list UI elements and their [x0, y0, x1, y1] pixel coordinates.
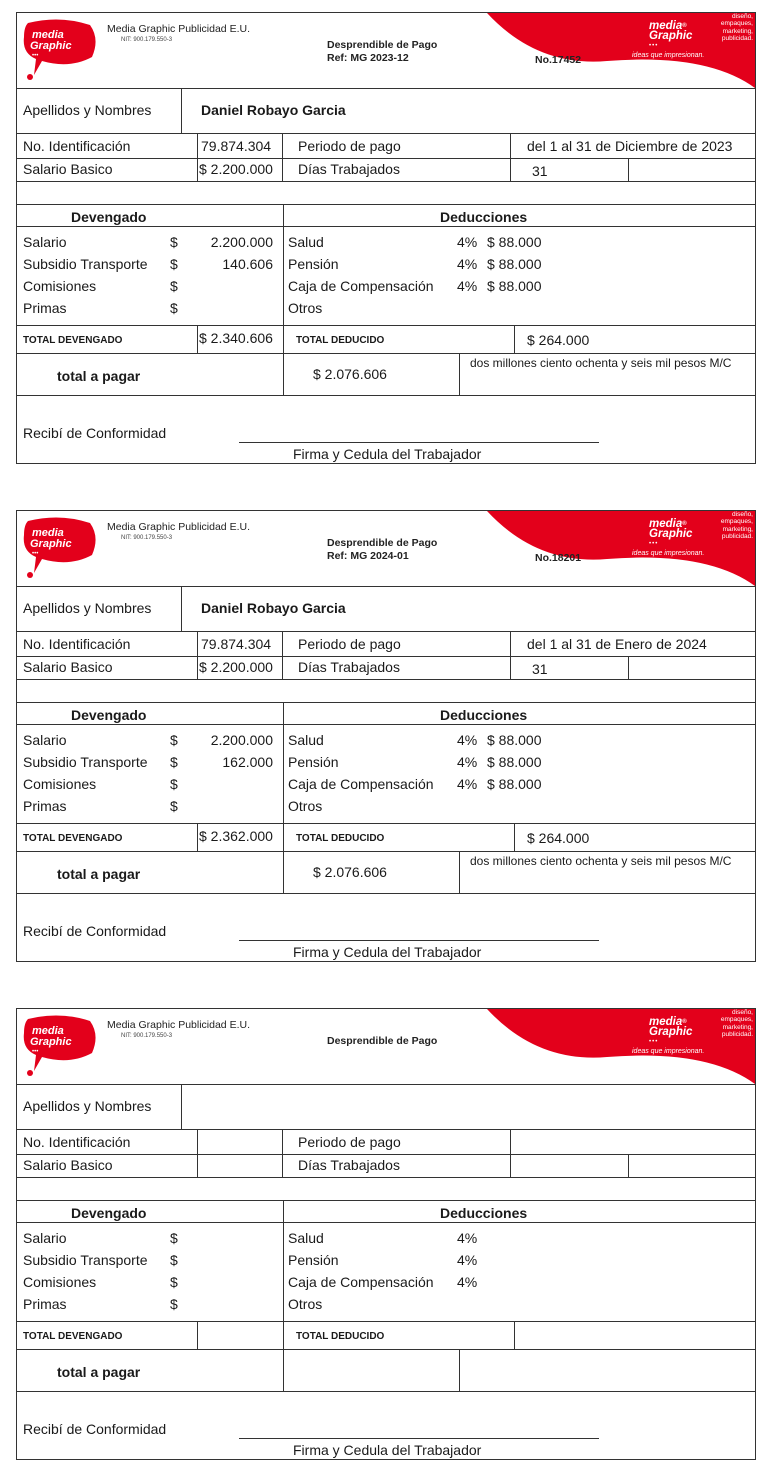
document-title	[327, 1035, 437, 1048]
pension-rate: 4%	[457, 256, 478, 272]
label-signature: Firma y Cedula del Trabajador	[293, 446, 482, 462]
logo-right-dots: •••	[649, 1039, 659, 1045]
label-days: Días Trabajados	[298, 659, 400, 675]
slip-header	[17, 511, 755, 587]
currency-sign: $	[170, 1230, 178, 1246]
service-item: publicidad.	[721, 533, 753, 541]
label-salary: Salario	[23, 234, 67, 250]
label-bonuses: Primas	[23, 798, 67, 814]
currency-sign: $	[170, 776, 178, 792]
id-value: 79.874.304	[201, 138, 272, 154]
compensation-rate: 4%	[457, 776, 478, 792]
registered-mark: ®	[682, 521, 687, 527]
pension-rate: 4%	[457, 754, 478, 770]
doc-ref: Ref: MG 2024-01	[327, 550, 409, 562]
service-item: empaques,	[720, 20, 753, 28]
logo-left-word-1: media	[32, 527, 64, 539]
label-total-pay: total a pagar	[57, 1364, 141, 1380]
logo-left-word-2: Graphic	[30, 538, 72, 550]
label-id: No. Identificación	[23, 138, 131, 154]
company-nit: NIT: 900.179.550-3	[121, 1033, 173, 1039]
media-graphic-logo-right	[649, 21, 692, 41]
label-health: Salud	[288, 1230, 324, 1246]
compensation-rate: 4%	[457, 278, 478, 294]
label-days: Días Trabajados	[298, 1157, 400, 1173]
doc-ref: Ref: MG 2023-12	[327, 52, 409, 64]
label-id: No. Identificación	[23, 1134, 131, 1150]
transport-value: 140.606	[222, 256, 273, 272]
total-earned-value: $ 2.340.606	[199, 330, 273, 346]
pension-rate: 4%	[457, 1252, 478, 1268]
signature-line	[239, 940, 599, 941]
label-received: Recibí de Conformidad	[23, 425, 167, 441]
label-period: Periodo de pago	[298, 1134, 401, 1150]
services-list	[721, 511, 753, 541]
label-period: Periodo de pago	[298, 636, 401, 652]
label-total-pay: total a pagar	[57, 866, 141, 882]
heading-earned: Devengado	[71, 707, 147, 723]
label-health: Salud	[288, 732, 324, 748]
service-item: publicidad.	[721, 35, 753, 43]
doc-number: No.18201	[535, 552, 582, 564]
health-value: $ 88.000	[487, 234, 542, 250]
heading-deductions: Deducciones	[440, 1205, 528, 1221]
logo-left-word-1: media	[32, 29, 64, 41]
currency-sign: $	[170, 1252, 178, 1268]
currency-sign: $	[170, 1296, 178, 1312]
pension-value: $ 88.000	[487, 754, 542, 770]
services-list	[721, 13, 753, 43]
logo-right-dots: •••	[649, 541, 659, 547]
health-rate: 4%	[457, 234, 478, 250]
service-item: marketing,	[722, 27, 753, 35]
payslip	[16, 12, 756, 464]
signature-line	[239, 442, 599, 443]
currency-sign: $	[170, 798, 178, 814]
label-total-earned: TOTAL DEVENGADO	[23, 833, 123, 844]
label-others: Otros	[288, 1296, 323, 1312]
logo-left-dots: •••	[32, 1049, 39, 1055]
service-item: empaques,	[720, 1016, 753, 1024]
employee-name: Daniel Robayo Garcia	[201, 600, 346, 616]
label-base-salary: Salario Basico	[23, 659, 113, 675]
currency-sign: $	[170, 732, 178, 748]
label-total-deducted: TOTAL DEDUCIDO	[296, 1331, 385, 1342]
label-signature: Firma y Cedula del Trabajador	[293, 944, 482, 960]
label-total-deducted: TOTAL DEDUCIDO	[296, 833, 385, 844]
slogan: ideas que impresionan.	[632, 52, 705, 59]
amount-in-words: dos millones ciento ochenta y seis mil pesos M/C	[470, 356, 732, 370]
service-item: diseño,	[732, 1009, 753, 1016]
logo-left-dots: •••	[32, 53, 39, 59]
label-health: Salud	[288, 234, 324, 250]
signature-line	[239, 1438, 599, 1439]
label-id: No. Identificación	[23, 636, 131, 652]
payslip	[16, 1008, 756, 1460]
logo-right-dots: •••	[649, 43, 659, 49]
period-value: del 1 al 31 de Diciembre de 2023	[527, 138, 733, 154]
health-rate: 4%	[457, 732, 478, 748]
slogan: ideas que impresionan.	[632, 550, 705, 557]
label-bonuses: Primas	[23, 300, 67, 316]
service-item: marketing,	[722, 1023, 753, 1031]
label-transport: Subsidio Transporte	[23, 1252, 148, 1268]
label-transport: Subsidio Transporte	[23, 754, 148, 770]
total-deducted-value: $ 264.000	[527, 830, 590, 846]
slip-header	[17, 1009, 755, 1085]
company-name: Media Graphic Publicidad E.U.	[107, 521, 250, 533]
logo-left-word-2: Graphic	[30, 1036, 72, 1048]
logo-right-word-1: media	[649, 518, 683, 530]
salary-value: 2.200.000	[210, 234, 273, 250]
pension-value: $ 88.000	[487, 256, 542, 272]
days-value: 31	[532, 661, 548, 677]
label-names: Apellidos y Nombres	[23, 1098, 152, 1114]
document-title	[327, 537, 437, 563]
amount-in-words: dos millones ciento ochenta y seis mil pesos M/C	[470, 854, 732, 868]
media-graphic-logo	[20, 1013, 100, 1079]
total-pay-value: $ 2.076.606	[313, 864, 387, 880]
logo-right-word-1: media	[649, 1016, 683, 1028]
logo-right-word-2: Graphic	[649, 528, 693, 540]
label-bonuses: Primas	[23, 1296, 67, 1312]
label-pension: Pensión	[288, 256, 339, 272]
label-total-deducted: TOTAL DEDUCIDO	[296, 335, 385, 346]
slip-header	[17, 13, 755, 89]
label-names: Apellidos y Nombres	[23, 102, 152, 118]
heading-deductions: Deducciones	[440, 209, 528, 225]
base-salary-value: $ 2.200.000	[199, 659, 273, 675]
label-total-earned: TOTAL DEVENGADO	[23, 1331, 123, 1342]
label-salary: Salario	[23, 1230, 67, 1246]
employee-name: Daniel Robayo Garcia	[201, 102, 346, 118]
label-received: Recibí de Conformidad	[23, 923, 167, 939]
currency-sign: $	[170, 278, 178, 294]
label-transport: Subsidio Transporte	[23, 256, 148, 272]
label-others: Otros	[288, 300, 323, 316]
media-graphic-logo	[20, 17, 100, 83]
label-signature: Firma y Cedula del Trabajador	[293, 1442, 482, 1458]
label-period: Periodo de pago	[298, 138, 401, 154]
payslip	[16, 510, 756, 962]
label-commissions: Comisiones	[23, 1274, 97, 1290]
logo-left-word-1: media	[32, 1025, 64, 1037]
slogan: ideas que impresionan.	[632, 1048, 705, 1055]
doc-number: No.17452	[535, 54, 582, 66]
base-salary-value: $ 2.200.000	[199, 161, 273, 177]
compensation-value: $ 88.000	[487, 776, 542, 792]
label-pension: Pensión	[288, 754, 339, 770]
logo-left-word-2: Graphic	[30, 40, 72, 52]
id-value: 79.874.304	[201, 636, 272, 652]
label-total-earned: TOTAL DEVENGADO	[23, 335, 123, 346]
heading-deductions: Deducciones	[440, 707, 528, 723]
label-names: Apellidos y Nombres	[23, 600, 152, 616]
doc-title-text: Desprendible de Pago	[327, 39, 438, 51]
label-commissions: Comisiones	[23, 278, 97, 294]
logo-right-word-1: media	[649, 20, 683, 32]
registered-mark: ®	[682, 23, 687, 29]
currency-sign: $	[170, 300, 178, 316]
label-base-salary: Salario Basico	[23, 161, 113, 177]
label-received: Recibí de Conformidad	[23, 1421, 167, 1437]
period-value: del 1 al 31 de Enero de 2024	[527, 636, 707, 652]
label-compensation: Caja de Compensación	[288, 278, 434, 294]
compensation-value: $ 88.000	[487, 278, 542, 294]
health-value: $ 88.000	[487, 732, 542, 748]
label-salary: Salario	[23, 732, 67, 748]
transport-value: 162.000	[222, 754, 273, 770]
doc-title-text: Desprendible de Pago	[327, 1035, 438, 1047]
logo-left-dots: •••	[32, 551, 39, 557]
media-graphic-logo	[20, 515, 100, 581]
salary-value: 2.200.000	[210, 732, 273, 748]
currency-sign: $	[170, 1274, 178, 1290]
service-item: empaques,	[720, 518, 753, 526]
company-name: Media Graphic Publicidad E.U.	[107, 1019, 250, 1031]
total-pay-value: $ 2.076.606	[313, 366, 387, 382]
total-deducted-value: $ 264.000	[527, 332, 590, 348]
currency-sign: $	[170, 256, 178, 272]
logo-right-word-2: Graphic	[649, 30, 693, 42]
label-base-salary: Salario Basico	[23, 1157, 113, 1173]
company-nit: NIT: 900.179.550-3	[121, 37, 173, 43]
label-others: Otros	[288, 798, 323, 814]
label-pension: Pensión	[288, 1252, 339, 1268]
heading-earned: Devengado	[71, 1205, 147, 1221]
logo-right-word-2: Graphic	[649, 1026, 693, 1038]
service-item: publicidad.	[721, 1031, 753, 1039]
service-item: marketing,	[722, 525, 753, 533]
company-nit: NIT: 900.179.550-3	[121, 535, 173, 541]
compensation-rate: 4%	[457, 1274, 478, 1290]
label-compensation: Caja de Compensación	[288, 1274, 434, 1290]
label-total-pay: total a pagar	[57, 368, 141, 384]
health-rate: 4%	[457, 1230, 478, 1246]
company-name: Media Graphic Publicidad E.U.	[107, 23, 250, 35]
document-title	[327, 39, 437, 65]
label-days: Días Trabajados	[298, 161, 400, 177]
heading-earned: Devengado	[71, 209, 147, 225]
service-item: diseño,	[732, 511, 753, 518]
registered-mark: ®	[682, 1019, 687, 1025]
total-earned-value: $ 2.362.000	[199, 828, 273, 844]
doc-title-text: Desprendible de Pago	[327, 537, 438, 549]
label-commissions: Comisiones	[23, 776, 97, 792]
currency-sign: $	[170, 754, 178, 770]
days-value: 31	[532, 163, 548, 179]
label-compensation: Caja de Compensación	[288, 776, 434, 792]
media-graphic-logo-right	[649, 1017, 692, 1037]
service-item: diseño,	[732, 13, 753, 20]
media-graphic-logo-right	[649, 519, 692, 539]
currency-sign: $	[170, 234, 178, 250]
